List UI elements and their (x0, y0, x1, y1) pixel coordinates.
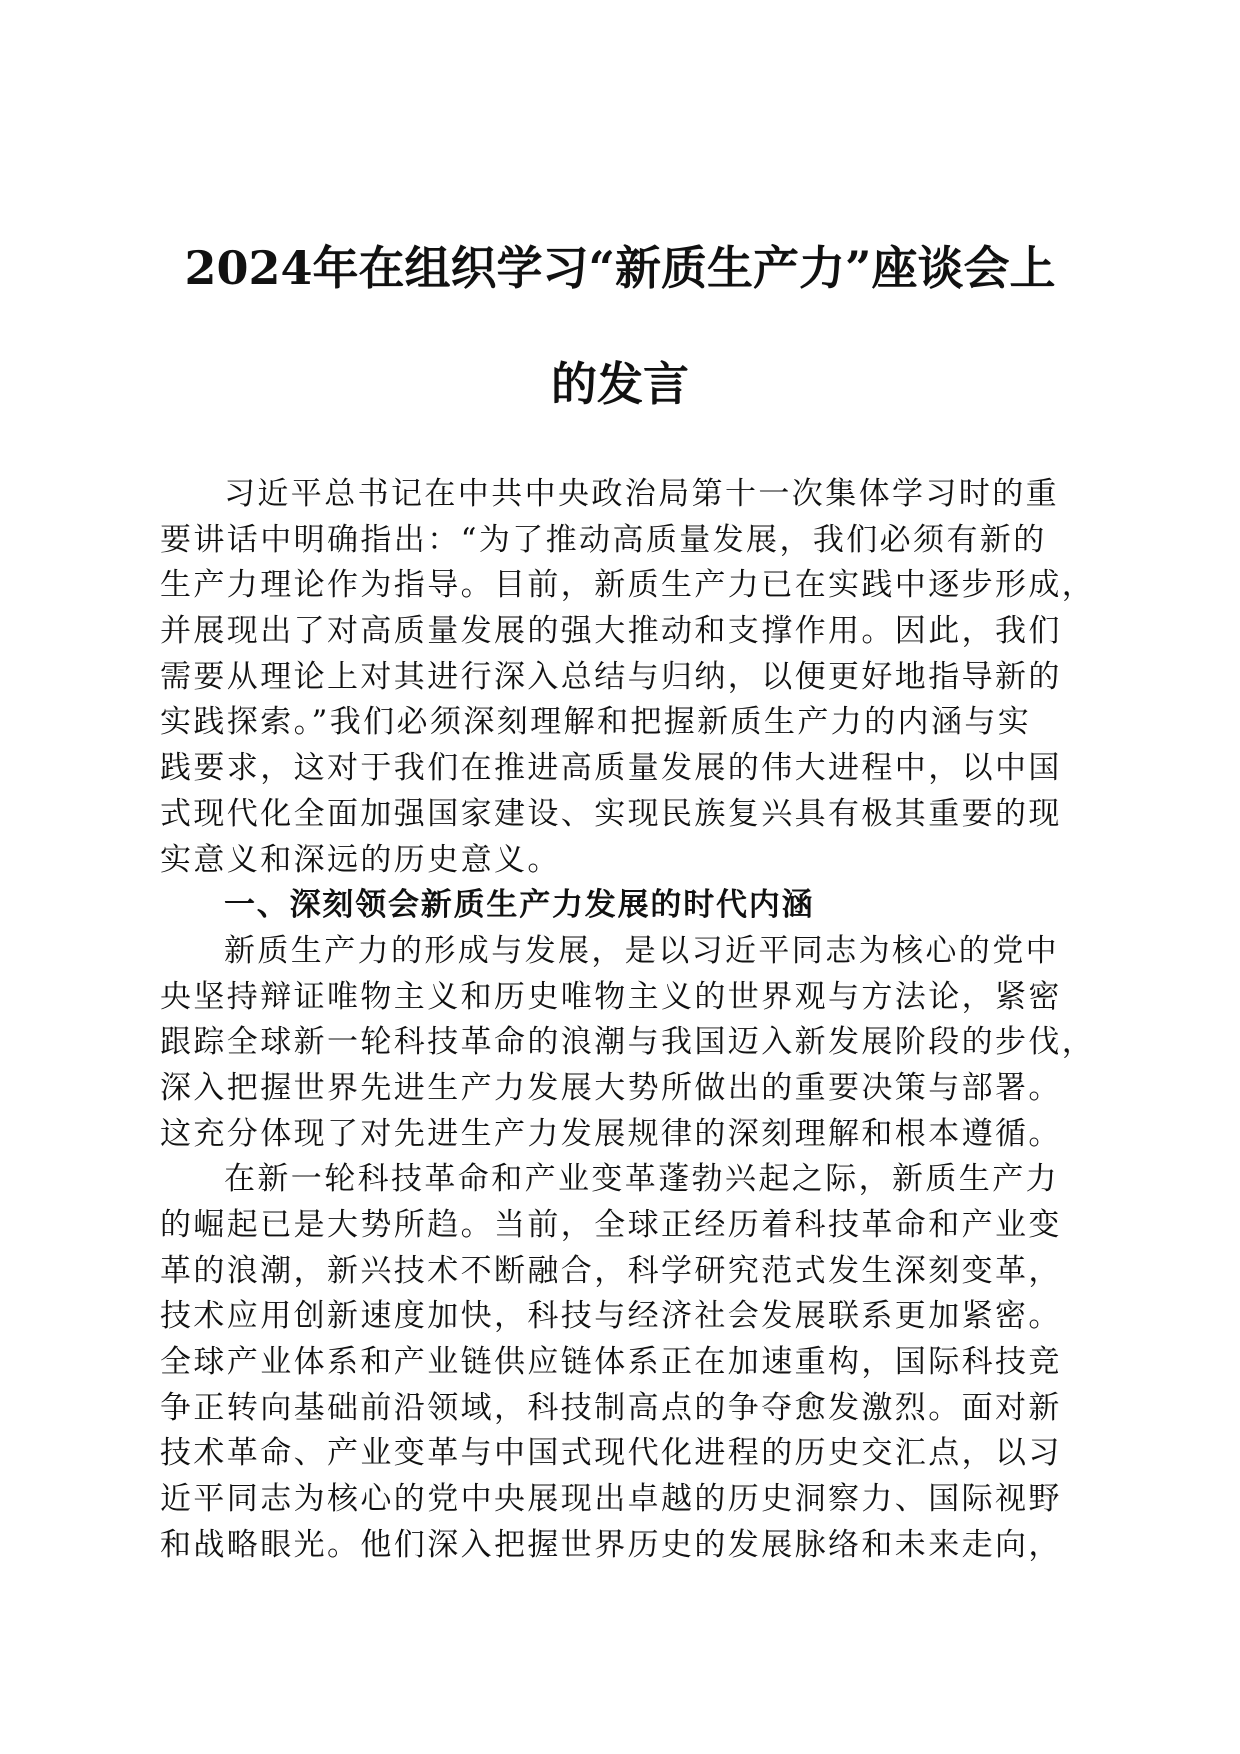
body-text-line: 新质生产力的形成与发展，是以习近平同志为核心的党中 (224, 932, 1059, 969)
body-text-line: 并展现出了对高质量发展的强大推动和支撑作用。因此，我们 (160, 613, 1062, 650)
body-text-line: 式现代化全面加强国家建设、实现民族复兴具有极其重要的现 (160, 795, 1062, 832)
body-text-line: 习近平总书记在中共中央政治局第十一次集体学习时的重 (224, 476, 1059, 512)
body-text-line: 生产力理论作为指导。目前，新质生产力已在实践中逐步形成， (160, 567, 1096, 604)
body-text-line: 深入把握世界先进生产力发展大势所做出的重要决策与部署。 (160, 1069, 1062, 1106)
body-text-line: 近平同志为核心的党中央展现出卓越的历史洞察力、国际视野 (160, 1481, 1062, 1518)
body-text-line: 这充分体现了对先进生产力发展规律的深刻理解和根本遵循。 (160, 1115, 1062, 1152)
body-text-line: 革的浪潮，新兴技术不断融合，科学研究范式发生深刻变革， (160, 1252, 1062, 1289)
body-text-line: 实意义和深远的历史意义。 (160, 841, 561, 878)
body-text-line: 要讲话中明确指出：“为了推动高质量发展，我们必须有新的 (160, 521, 1047, 558)
body-text-line: 和战略眼光。他们深入把握世界历史的发展脉络和未来走向， (160, 1526, 1062, 1563)
body-text-line: 在新一轮科技革命和产业变革蓬勃兴起之际，新质生产力 (224, 1161, 1059, 1198)
body-text-line: 践要求，这对于我们在推进高质量发展的伟大进程中，以中国 (160, 750, 1062, 787)
body-text-line: 全球产业体系和产业链供应链体系正在加速重构，国际科技竞 (160, 1344, 1062, 1381)
body-text-line: 央坚持辩证唯物主义和历史唯物主义的世界观与方法论，紧密 (160, 978, 1062, 1015)
document-body (160, 472, 1096, 1569)
body-text-line: 实践探索。”我们必须深刻理解和把握新质生产力的内涵与实 (160, 704, 1032, 741)
body-text-line: 跟踪全球新一轮科技革命的浪潮与我国迈入新发展阶段的步伐， (160, 1024, 1096, 1061)
body-text-line: 争正转向基础前沿领域，科技制高点的争夺愈发激烈。面对新 (160, 1389, 1062, 1426)
document-title-line-1: 2024年在组织学习“新质生产力”座谈会上 (184, 241, 1056, 295)
body-text-line: 需要从理论上对其进行深入总结与归纳，以便更好地指导新的 (160, 658, 1062, 695)
body-text-line: 技术应用创新速度加快，科技与经济社会发展联系更加紧密。 (160, 1298, 1062, 1335)
document-title-line-2: 的发言 (551, 357, 689, 411)
body-text-line: 的崛起已是大势所趋。当前，全球正经历着科技革命和产业变 (160, 1207, 1062, 1243)
body-text-line: 技术革命、产业变革与中国式现代化进程的历史交汇点，以习 (160, 1435, 1062, 1472)
section-heading: 一、深刻领会新质生产力发展的时代内涵 (224, 887, 815, 924)
